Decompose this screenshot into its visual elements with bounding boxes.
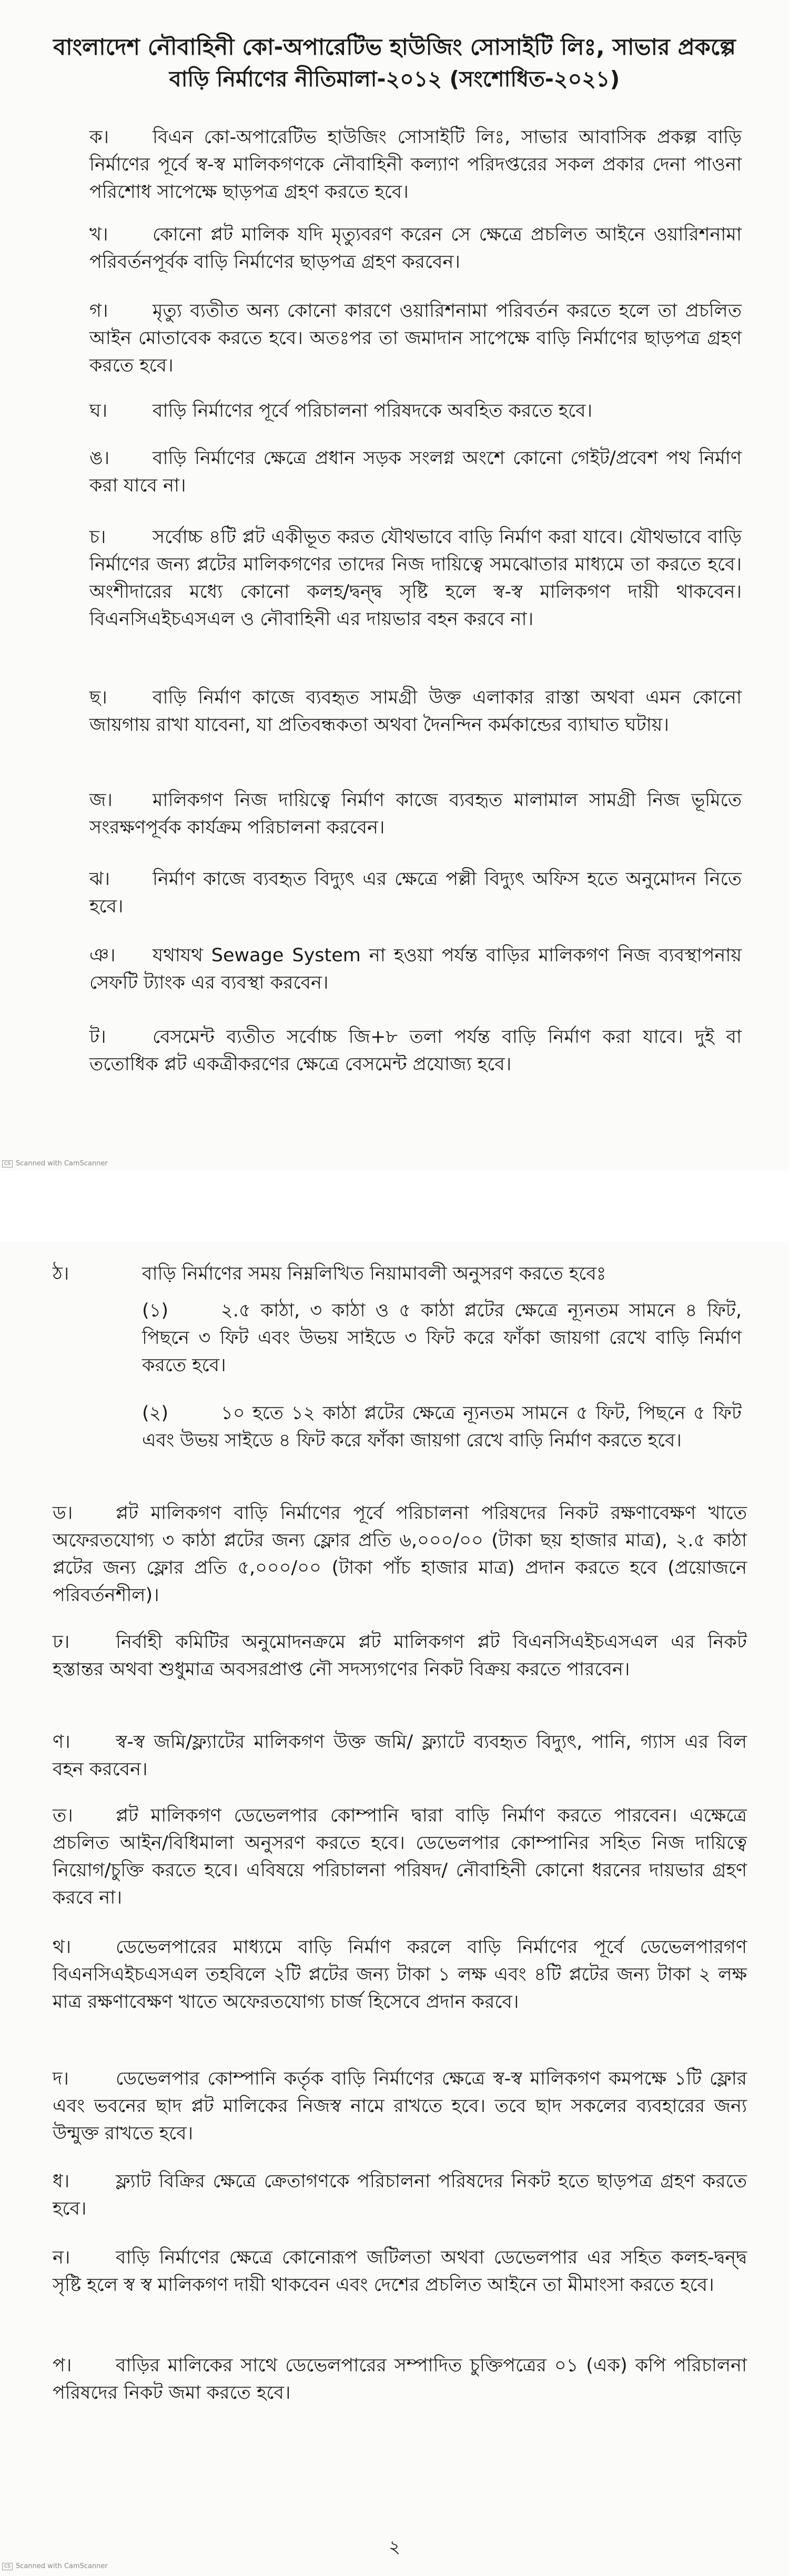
clause-text: যথাযথ Sewage System না হওয়া পর্যন্ত বাড়ির মালিকগণ নিজ ব্যবস্থাপনায় সেফটি ট্যাংক এর ব্যবস্থা করবেন। [89,945,742,993]
clause-text: বাড়ির মালিকের সাথে ডেভেলপারের সম্পাদিত চুক্তিপত্রের ০১ (এক) কপি পরিচালনা পরিষদের নিকট জমা করতে হবে। [53,2355,747,2403]
clause-text: বিএন কো-অপারেটিভ হাউজিং সোসাইটি লিঃ, সাভার আবাসিক প্রকল্প বাড়ি নির্মাণের পূর্বে স্ব-স্ব মালিকগণকে নৌবাহিনী কল্যাণ পরিদপ্তরের সকল প্রকার দেনা পাওনা পরিশোধ সাপেক্ষে ছাড়পত্র গ্রহণ করতে হবে। [89,127,742,203]
document-title-line-1: বাংলাদেশ নৌবাহিনী কো-অপারেটিভ হাউজিং সোসাইটি লিঃ, সাভার প্রকল্পে [53,34,736,61]
subclause-2 [142,1400,742,1454]
scanner-watermark-text: Scanned with CamScanner [16,1160,108,1168]
clause-text: বাড়ি নির্মাণের ক্ষেত্রে প্রধান সড়ক সংলগ্ন অংশে কোনো গেইট/প্রবেশ পথ নির্মাণ করা যাবে না। [89,448,742,496]
subclause-text: ২.৫ কাঠা, ৩ কাঠা ও ৫ কাঠা প্লটের ক্ষেত্রে ন্যূনতম সামনে ৪ ফিট, পিছনে ৩ ফিট এবং উভয় সাইডে ৩ ফিট করে ফাঁকা জায়গা রেখে বাড়ি নির্মাণ করতে হবে। [142,1300,742,1376]
clause-label: ঢ। [53,1632,70,1653]
clause-label: ধ। [53,2171,70,2192]
clause-text: প্লট মালিকগণ ডেভেলপার কোম্পানি দ্বারা বাড়ি নির্মাণ করতে পারবেন। এক্ষেত্রে প্রচলিত আইন/বিধিমালা অনুসরণ করতে হবে। ডেভেলপার কোম্পানির সহিত নিজ দায়িত্বে নিয়োগ/চুক্তি করতে হবে। এবিষয়ে পরিচালনা পরিষদ/ নৌবাহিনী কোনো ধরনের দায়ভার গ্রহণ করবে না। [53,1805,747,1908]
clause-uo [89,445,742,499]
clause-label: ঞ। [89,945,116,966]
clause-ddha [53,1628,747,1683]
clause-label: গ। [89,300,108,321]
document-page-2 [0,1242,789,2576]
camscanner-icon: CS [2,1160,13,1168]
clause-label: ঘ। [89,400,108,421]
clause-label: দ। [53,2068,69,2089]
clause-cha [89,524,742,633]
clause-text: প্লট মালিকগণ বাড়ি নির্মাণের পূর্বে পরিচালনা পরিষদের নিকট রক্ষণাবেক্ষণ খাতে অফেরতযোগ্য ৩ কাঠা প্লটের জন্য ফ্লোর প্রতি ৬,০০০/০০ (টাকা ছয় হাজার মাত্র), ২.৫ কাঠা প্লটের জন্য ফ্লোর প্রতি ৫,০০০/০০ (টাকা পাঁচ হাজার মাত্র) প্রদান করতে হবে (প্রয়োজনে পরিবর্তনশীল)। [53,1503,747,1606]
clause-text: ডেভেলপারের মাধ্যমে বাড়ি নির্মাণ করলে বাড়ি নির্মাণের পূর্বে ডেভেলপারগণ বিএনসিএইচএসএল তহবিলে ২টি প্লটের জন্য টাকা ১ লক্ষ এবং ৪টি প্লটের জন্য টাকা ২ লক্ষ মাত্র রক্ষণাবেক্ষণ খাতে অফেরতযোগ্য চার্জ হিসেবে প্রদান করবে। [53,1937,747,2012]
clause-ja [89,787,742,841]
clause-gha [89,397,742,425]
clause-text: স্ব-স্ব জমি/ফ্ল্যাটের মালিকগণ উক্ত জমি/ ফ্ল্যাটে ব্যবহৃত বিদ্যুৎ, পানি, গ্যাস এর বিল বহন করবেন। [53,1732,747,1780]
clause-text: বাড়ি নির্মাণের ক্ষেত্রে কোনোরূপ জটিলতা অথবা ডেভেলপার এর সহিত কলহ-দ্বন্দ্ব সৃষ্টি হলে স্ব স্ব মালিকগণ দায়ী থাকবেন এবং দেশের প্রচলিত আইনে তা মীমাংসা করতে হবে। [53,2247,747,2296]
document-title [53,32,736,95]
clause-text: নির্মাণ কাজে ব্যবহৃত বিদ্যুৎ এর ক্ষেত্রে পল্লী বিদ্যুৎ অফিস হতে অনুমোদন নিতে হবে। [89,869,742,917]
clause-ka [89,124,742,206]
clause-label: থ। [53,1937,72,1958]
clause-jha [89,866,742,920]
clause-text: বাড়ি নির্মাণের পূর্বে পরিচালনা পরিষদকে অবহিত করতে হবে। [153,400,593,421]
clause-ta-2 [53,1802,747,1911]
camscanner-icon: CS [2,2563,13,2570]
clause-label: প। [53,2355,72,2376]
subclause-label: (২) [142,1403,169,1424]
clause-label: ঠ। [53,1263,69,1284]
clause-text: ডেভেলপার কোম্পানি কর্তৃক বাড়ি নির্মাণের ক্ষেত্রে স্ব-স্ব মালিকগণ কমপক্ষে ১টি ফ্লোর এবং ভবনের ছাদ প্লট মালিকের নিজস্ব নামে রাখতে হবে। তবে ছাদ সকলের ব্যবহারের জন্য উন্মুক্ত রাখতে হবে। [53,2068,747,2144]
scanner-watermark [2,1160,108,1168]
subclause-1 [142,1297,742,1379]
clause-text: সর্বোচ্চ ৪টি প্লট একীভূত করত যৌথভাবে বাড়ি নির্মাণ করা যাবে। যৌথভাবে বাড়ি নির্মাণের জন্য প্লটের মালিকগণের তাদের নিজ দায়িত্বে সমঝোতার মাধ্যমে তা করতে হবে। অংশীদারের মধ্যে কোনো কলহ/দ্বন্দ্ব সৃষ্টি হলে স্ব-স্ব মালিকগণ দায়ী থাকবেন। বিএনসিএইচএসএল ও নৌবাহিনী এর দায়ভার বহন করবে না। [89,527,742,630]
clause-text: বাড়ি নির্মাণ কাজে ব্যবহৃত সামগ্রী উক্ত এলাকার রাস্তা অথবা এমন কোনো জায়গায় রাখা যাবেনা, যা প্রতিবন্ধকতা অথবা দৈনন্দিন কর্মকান্ডের ব্যাঘাত ঘটায়। [89,687,742,736]
clause-label: জ। [89,790,113,811]
clause-label: ট। [89,1027,106,1048]
clause-label: ণ। [53,1732,70,1753]
clause-label: ঝ। [89,869,110,890]
clause-nio [89,942,742,997]
clause-na [53,2244,747,2299]
clause-ta [89,1023,742,1078]
clause-label: ছ। [89,687,107,708]
clause-da [53,2065,747,2147]
clause-text: মৃত্যু ব্যতীত অন্য কোনো কারণে ওয়ারিশনামা পরিবর্তন করতে হলে তা প্রচলিত আইন মোতাবেক করতে হবে। অতঃপর তা জমাদান সাপেক্ষে বাড়ি নির্মাণের ছাড়পত্র গ্রহণ করতে হবে। [89,300,742,376]
clause-text: কোনো প্লট মালিক যদি মৃত্যুবরণ করেন সে ক্ষেত্রে প্রচলিত আইনে ওয়ারিশনামা পরিবর্তনপূর্বক বাড়ি নির্মাণের ছাড়পত্র গ্রহণ করবেন। [89,224,742,273]
clause-label: ত। [53,1805,73,1826]
subclause-text: ১০ হতে ১২ কাঠা প্লটের ক্ষেত্রে ন্যূনতম সামনে ৫ ফিট, পিছনে ৫ ফিট এবং উভয় সাইডে ৪ ফিট করে ফাঁকা জায়গা রেখে বাড়ি নির্মাণ করতে হবে। [142,1403,742,1451]
document-page-1 [0,0,789,1171]
clause-label: খ। [89,224,108,245]
clause-pa [53,2352,747,2407]
clause-label: ঙ। [89,448,110,469]
clause-text: বেসমেন্ট ব্যতীত সর্বোচ্চ জি+৮ তলা পর্যন্ত বাড়ি নির্মাণ করা যাবে। দুই বা ততোধিক প্লট একত্রীকরণের ক্ষেত্রে বেসমেন্ট প্রযোজ্য হবে। [89,1027,742,1075]
subclause-label: (১) [142,1300,169,1321]
clause-text: বাড়ি নির্মাণের সময় নিম্নলিখিত নিয়ামাবলী অনুসরণ করতে হবেঃ [142,1263,606,1284]
document-title-line-2: বাড়ি নির্মাণের নীতিমালা-২০১২ (সংশোধিত-২০২১) [169,66,620,92]
scanner-watermark [2,2562,108,2570]
clause-tha [53,1260,747,1287]
clause-dha [53,2168,747,2222]
clause-nna [53,1728,747,1783]
clause-label: ড। [53,1503,73,1524]
page-number: ২ [388,2537,401,2558]
clause-text: নির্বাহী কমিটির অনুমোদনক্রমে প্লট মালিকগণ প্লট বিএনসিএইচএসএল এর নিকট হস্তান্তর অথবা শুধুমাত্র অবসরপ্রাপ্ত নৌ সদস্যগণের নিকট বিক্রয় করতে পারবেন। [53,1632,747,1680]
clause-text: মালিকগণ নিজ দায়িত্বে নির্মাণ কাজে ব্যবহৃত মালামাল সামগ্রী নিজ ভূমিতে সংরক্ষণপূর্বক কার্যক্রম পরিচালনা করবেন। [89,790,742,838]
clause-text: ফ্ল্যাট বিক্রির ক্ষেত্রে ক্রেতাগণকে পরিচালনা পরিষদের নিকট হতে ছাড়পত্র গ্রহণ করতে হবে। [53,2171,747,2219]
clause-ga [89,297,742,379]
clause-label: ক। [89,127,109,148]
clause-kha [89,221,742,276]
clause-chha [89,684,742,739]
clause-label: ন। [53,2247,70,2268]
page-separator [0,1171,789,1242]
clause-label: চ। [89,527,106,548]
clause-dda [53,1500,747,1609]
scanner-watermark-text: Scanned with CamScanner [16,2562,108,2570]
clause-tha-2 [53,1934,747,2016]
